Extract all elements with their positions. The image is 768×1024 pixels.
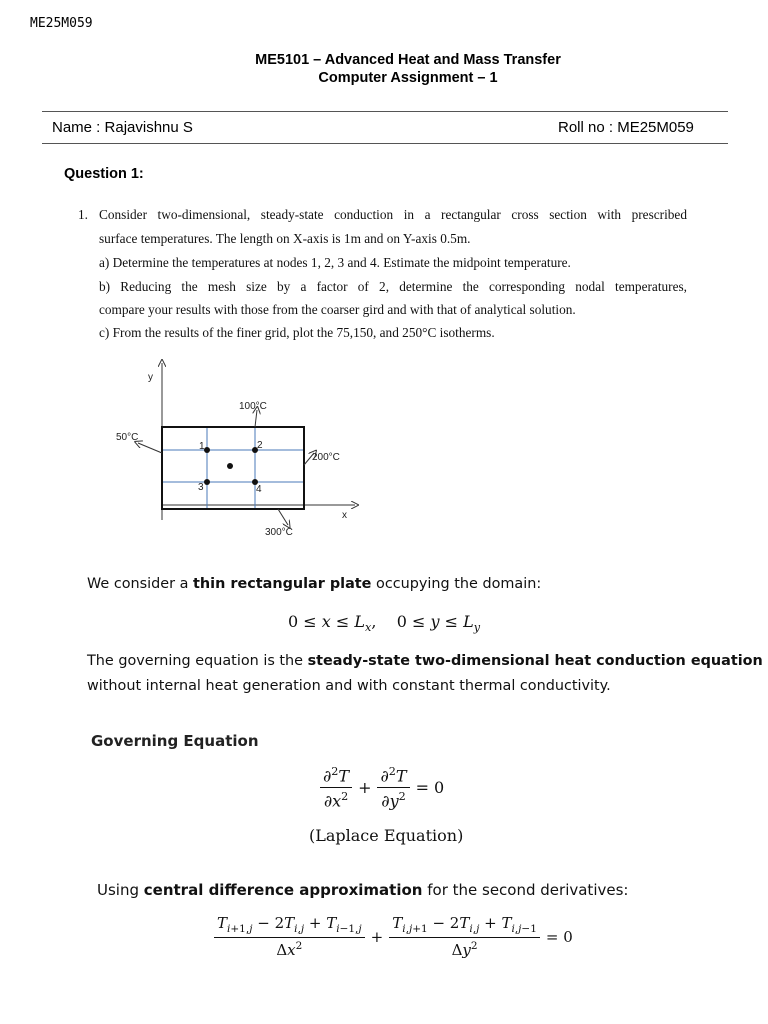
top-boundary-arrow <box>255 410 257 427</box>
question-line: c) From the results of the finer grid, plot the 75,150, and 250°C isotherms. <box>99 325 495 340</box>
section-heading: Governing Equation <box>91 732 259 750</box>
node-label: 3 <box>198 482 204 493</box>
bottom-boundary-arrow <box>278 509 288 525</box>
laplace-caption: (Laplace Equation) <box>309 826 464 845</box>
midpoint-node <box>227 463 233 469</box>
question-line: Consider two-dimensional, steady-state conduction in a rectangular cross section with prescribed <box>99 207 687 222</box>
course-title: ME5101 – Advanced Heat and Mass Transfer <box>255 52 561 68</box>
question-heading: Question 1: <box>64 166 144 182</box>
central-difference-description: Using central difference approximation for the second derivatives: <box>97 881 629 899</box>
node-label: 4 <box>256 484 262 495</box>
question-line: b) Reducing the mesh size by a factor of 2, determine the corresponding nodal temperatures, <box>99 279 687 294</box>
question-line: surface temperatures. The length on X-axis is 1m and on Y-axis 0.5m. <box>99 231 471 246</box>
top-temperature-label: 100°C <box>239 401 267 412</box>
node-label: 1 <box>199 441 205 452</box>
document-id: ME25M059 <box>30 16 93 31</box>
plate-description-bold: thin rectangular plate <box>193 576 372 592</box>
y-axis-label: y <box>148 372 153 383</box>
node-3 <box>204 479 210 485</box>
question-line: compare your results with those from the coarser gird and with that of analytical solution. <box>99 302 576 317</box>
roll-number: Roll no : ME25M059 <box>558 119 694 136</box>
plate-description: We consider a thin rectangular plate occupying the domain: <box>87 576 542 592</box>
laplace-equation: $\frac{\partial^2T}{\partial x^2}$ + $\frac{\partial^2T}{\partial y^2}$ = 0 <box>320 765 444 811</box>
governing-description-line2: without internal heat generation and with constant thermal conductivity. <box>87 678 611 694</box>
header-top-rule <box>42 111 728 112</box>
plate-diagram <box>100 355 380 555</box>
mesh-grid <box>162 427 304 509</box>
central-difference-bold: central difference approximation <box>143 881 423 899</box>
question-line: a) Determine the temperatures at nodes 1, 2, 3 and 4. Estimate the midpoint temperature. <box>99 255 571 270</box>
plate-boundary <box>162 427 304 509</box>
left-temperature-label: 50°C <box>116 432 139 443</box>
node-1 <box>204 447 210 453</box>
governing-description-bold: steady-state two-dimensional heat conduction equation <box>307 653 763 669</box>
question-number: 1. <box>78 207 88 222</box>
governing-description: The governing equation is the steady-state two-dimensional heat conduction equation <box>87 653 763 669</box>
finite-difference-equation: $\frac{T_{i+1,j} - 2T_{i,j} + T_{i-1,j}}{\Delta x^2}$ + $\frac{T_{i,j+1} - 2T_{i,j} + T_{i,j-1}}{\Delta y^2}$ = 0 <box>214 914 573 959</box>
student-name: Name : Rajavishnu S <box>52 119 193 136</box>
left-boundary-arrow <box>138 443 162 453</box>
assignment-title: Computer Assignment – 1 <box>318 70 498 86</box>
node-label: 2 <box>257 440 263 451</box>
x-axis-label: x <box>342 510 347 521</box>
header-bottom-rule <box>42 143 728 144</box>
domain-equation: $0 \le x \le L_x$, $0 \le y \le L_y$ <box>288 612 481 635</box>
right-temperature-label: 200°C <box>312 452 340 463</box>
bottom-temperature-label: 300°C <box>265 527 293 538</box>
